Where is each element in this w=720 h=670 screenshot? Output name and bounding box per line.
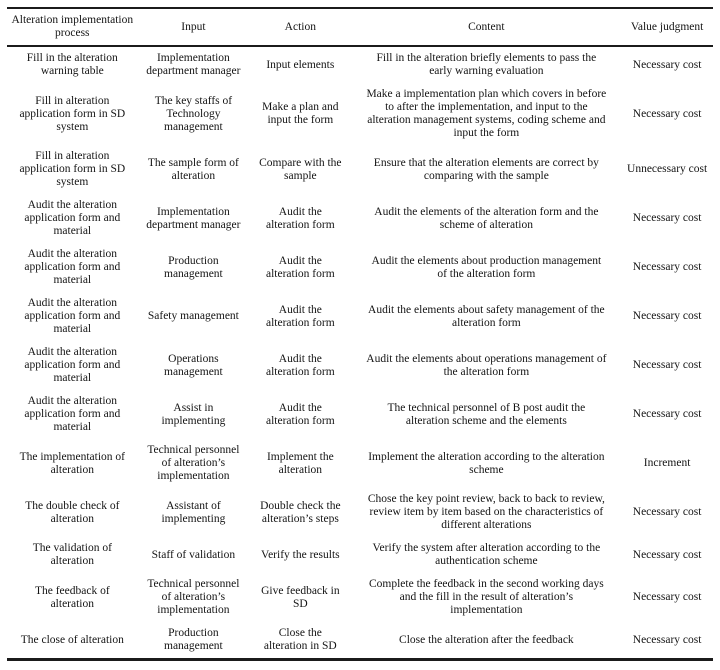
- alteration-process-table: [7, 7, 713, 661]
- cell-input: The sample form of alteration: [147, 156, 239, 182]
- table-row: [7, 488, 713, 537]
- cell-process: Fill in alteration application form in SD system: [19, 94, 126, 133]
- cell-input: Production management: [164, 627, 223, 652]
- cell-content: The technical personnel of B post audit the alteration scheme and the elements: [387, 401, 586, 427]
- cell-input: Safety management: [147, 310, 239, 322]
- table-body: [7, 46, 713, 660]
- cell-process: Audit the alteration application form and material: [24, 248, 121, 286]
- header-action: Action: [249, 8, 351, 46]
- table-row: [7, 145, 713, 194]
- header-row: [7, 8, 713, 46]
- cell-process: Audit the alteration application form and material: [24, 199, 121, 237]
- cell-content: Ensure that the alteration elements are correct by comparing with the sample: [373, 156, 599, 182]
- cell-value-judgment: Necessary cost: [632, 310, 702, 322]
- cell-content: Complete the feedback in the second working days and the fill in the result of alteration’s implementation: [368, 578, 604, 616]
- cell-value-judgment: Necessary cost: [632, 506, 702, 518]
- table-header: [7, 8, 713, 46]
- cell-process: Fill in alteration application form in SD system: [19, 150, 126, 188]
- cell-process: The close of alteration: [20, 633, 124, 646]
- table-row: [7, 46, 713, 83]
- table-row: [7, 243, 713, 292]
- cell-action: Close the alteration in SD: [263, 627, 337, 652]
- cell-value-judgment: Necessary cost: [632, 58, 702, 71]
- cell-content: Implement the alteration according to the alteration scheme: [368, 450, 605, 476]
- cell-action: Compare with the sample: [259, 156, 342, 182]
- cell-action: Audit the alteration form: [266, 205, 335, 231]
- header-content: Content: [352, 8, 622, 46]
- cell-value-judgment: Necessary cost: [632, 212, 702, 224]
- cell-input: Implementation department manager: [146, 205, 241, 231]
- cell-input: Technical personnel of alteration’s implementation: [147, 444, 240, 482]
- cell-content: Make a implementation plan which covers in before to after the implementation, and input to the alteration management systems, coding scheme and input the form: [366, 88, 607, 139]
- cell-content: Audit the elements about operations management of the alteration form: [366, 352, 607, 378]
- cell-value-judgment: Necessary cost: [632, 408, 702, 420]
- table-row: [7, 194, 713, 243]
- table-row: [7, 439, 713, 488]
- cell-action: Audit the alteration form: [266, 303, 335, 329]
- table-row: [7, 292, 713, 341]
- cell-process: Audit the alteration application form and material: [24, 346, 121, 384]
- cell-process: The validation of alteration: [32, 542, 112, 567]
- header-process: Alteration implementation process: [7, 8, 138, 46]
- cell-input: Technical personnel of alteration’s implementation: [147, 578, 240, 616]
- cell-input: Operations management: [164, 352, 223, 378]
- cell-value-judgment: Necessary cost: [632, 359, 702, 371]
- cell-action: Audit the alteration form: [266, 352, 335, 378]
- cell-action: Implement the alteration: [266, 450, 334, 476]
- cell-input: Implementation department manager: [146, 52, 241, 77]
- cell-input: Staff of validation: [151, 548, 236, 561]
- cell-action: Verify the results: [261, 548, 340, 561]
- table-row: [7, 622, 713, 660]
- cell-input: Production management: [164, 254, 223, 280]
- table-row: [7, 537, 713, 573]
- table-row: [7, 341, 713, 390]
- cell-process: The implementation of alteration: [19, 450, 125, 476]
- cell-action: Double check the alteration’s steps: [260, 499, 341, 525]
- header-value-judgment: Value judgment: [621, 8, 713, 46]
- cell-content: Close the alteration after the feedback: [399, 633, 574, 646]
- cell-process: Audit the alteration application form and material: [24, 395, 121, 433]
- cell-action: Make a plan and input the form: [262, 101, 339, 126]
- cell-content: Chose the key point review, back to back to review, review item by item based on the characteristics of different alterations: [367, 493, 605, 531]
- cell-process: Fill in the alteration warning table: [26, 52, 118, 77]
- table-row: [7, 83, 713, 145]
- cell-process: The feedback of alteration: [34, 584, 110, 610]
- cell-value-judgment: Necessary cost: [632, 261, 702, 273]
- cell-value-judgment: Increment: [643, 457, 691, 469]
- cell-value-judgment: Necessary cost: [632, 591, 702, 603]
- cell-action: Input elements: [266, 58, 335, 71]
- header-input: Input: [138, 8, 250, 46]
- cell-value-judgment: Necessary cost: [632, 633, 702, 646]
- cell-input: The key staffs of Technology management: [154, 94, 233, 133]
- cell-content: Audit the elements of the alteration form and the scheme of alteration: [374, 205, 599, 231]
- cell-content: Audit the elements about production management of the alteration form: [371, 254, 602, 280]
- cell-content: Audit the elements about safety management of the alteration form: [368, 303, 605, 329]
- cell-action: Audit the alteration form: [266, 254, 335, 280]
- cell-process: Audit the alteration application form and material: [24, 297, 121, 335]
- cell-value-judgment: Necessary cost: [632, 548, 702, 561]
- cell-value-judgment: Unnecessary cost: [627, 163, 708, 175]
- cell-action: Give feedback in SD: [261, 584, 340, 610]
- cell-content: Verify the system after alteration according to the authentication scheme: [372, 542, 601, 567]
- table-row: [7, 390, 713, 439]
- cell-value-judgment: Necessary cost: [632, 107, 702, 120]
- table-row: [7, 573, 713, 622]
- cell-input: Assistant of implementing: [161, 499, 226, 525]
- cell-content: Fill in the alteration briefly elements to pass the early warning evaluation: [376, 52, 597, 77]
- cell-process: The double check of alteration: [25, 499, 120, 525]
- cell-action: Audit the alteration form: [266, 401, 335, 427]
- cell-input: Assist in implementing: [161, 401, 226, 427]
